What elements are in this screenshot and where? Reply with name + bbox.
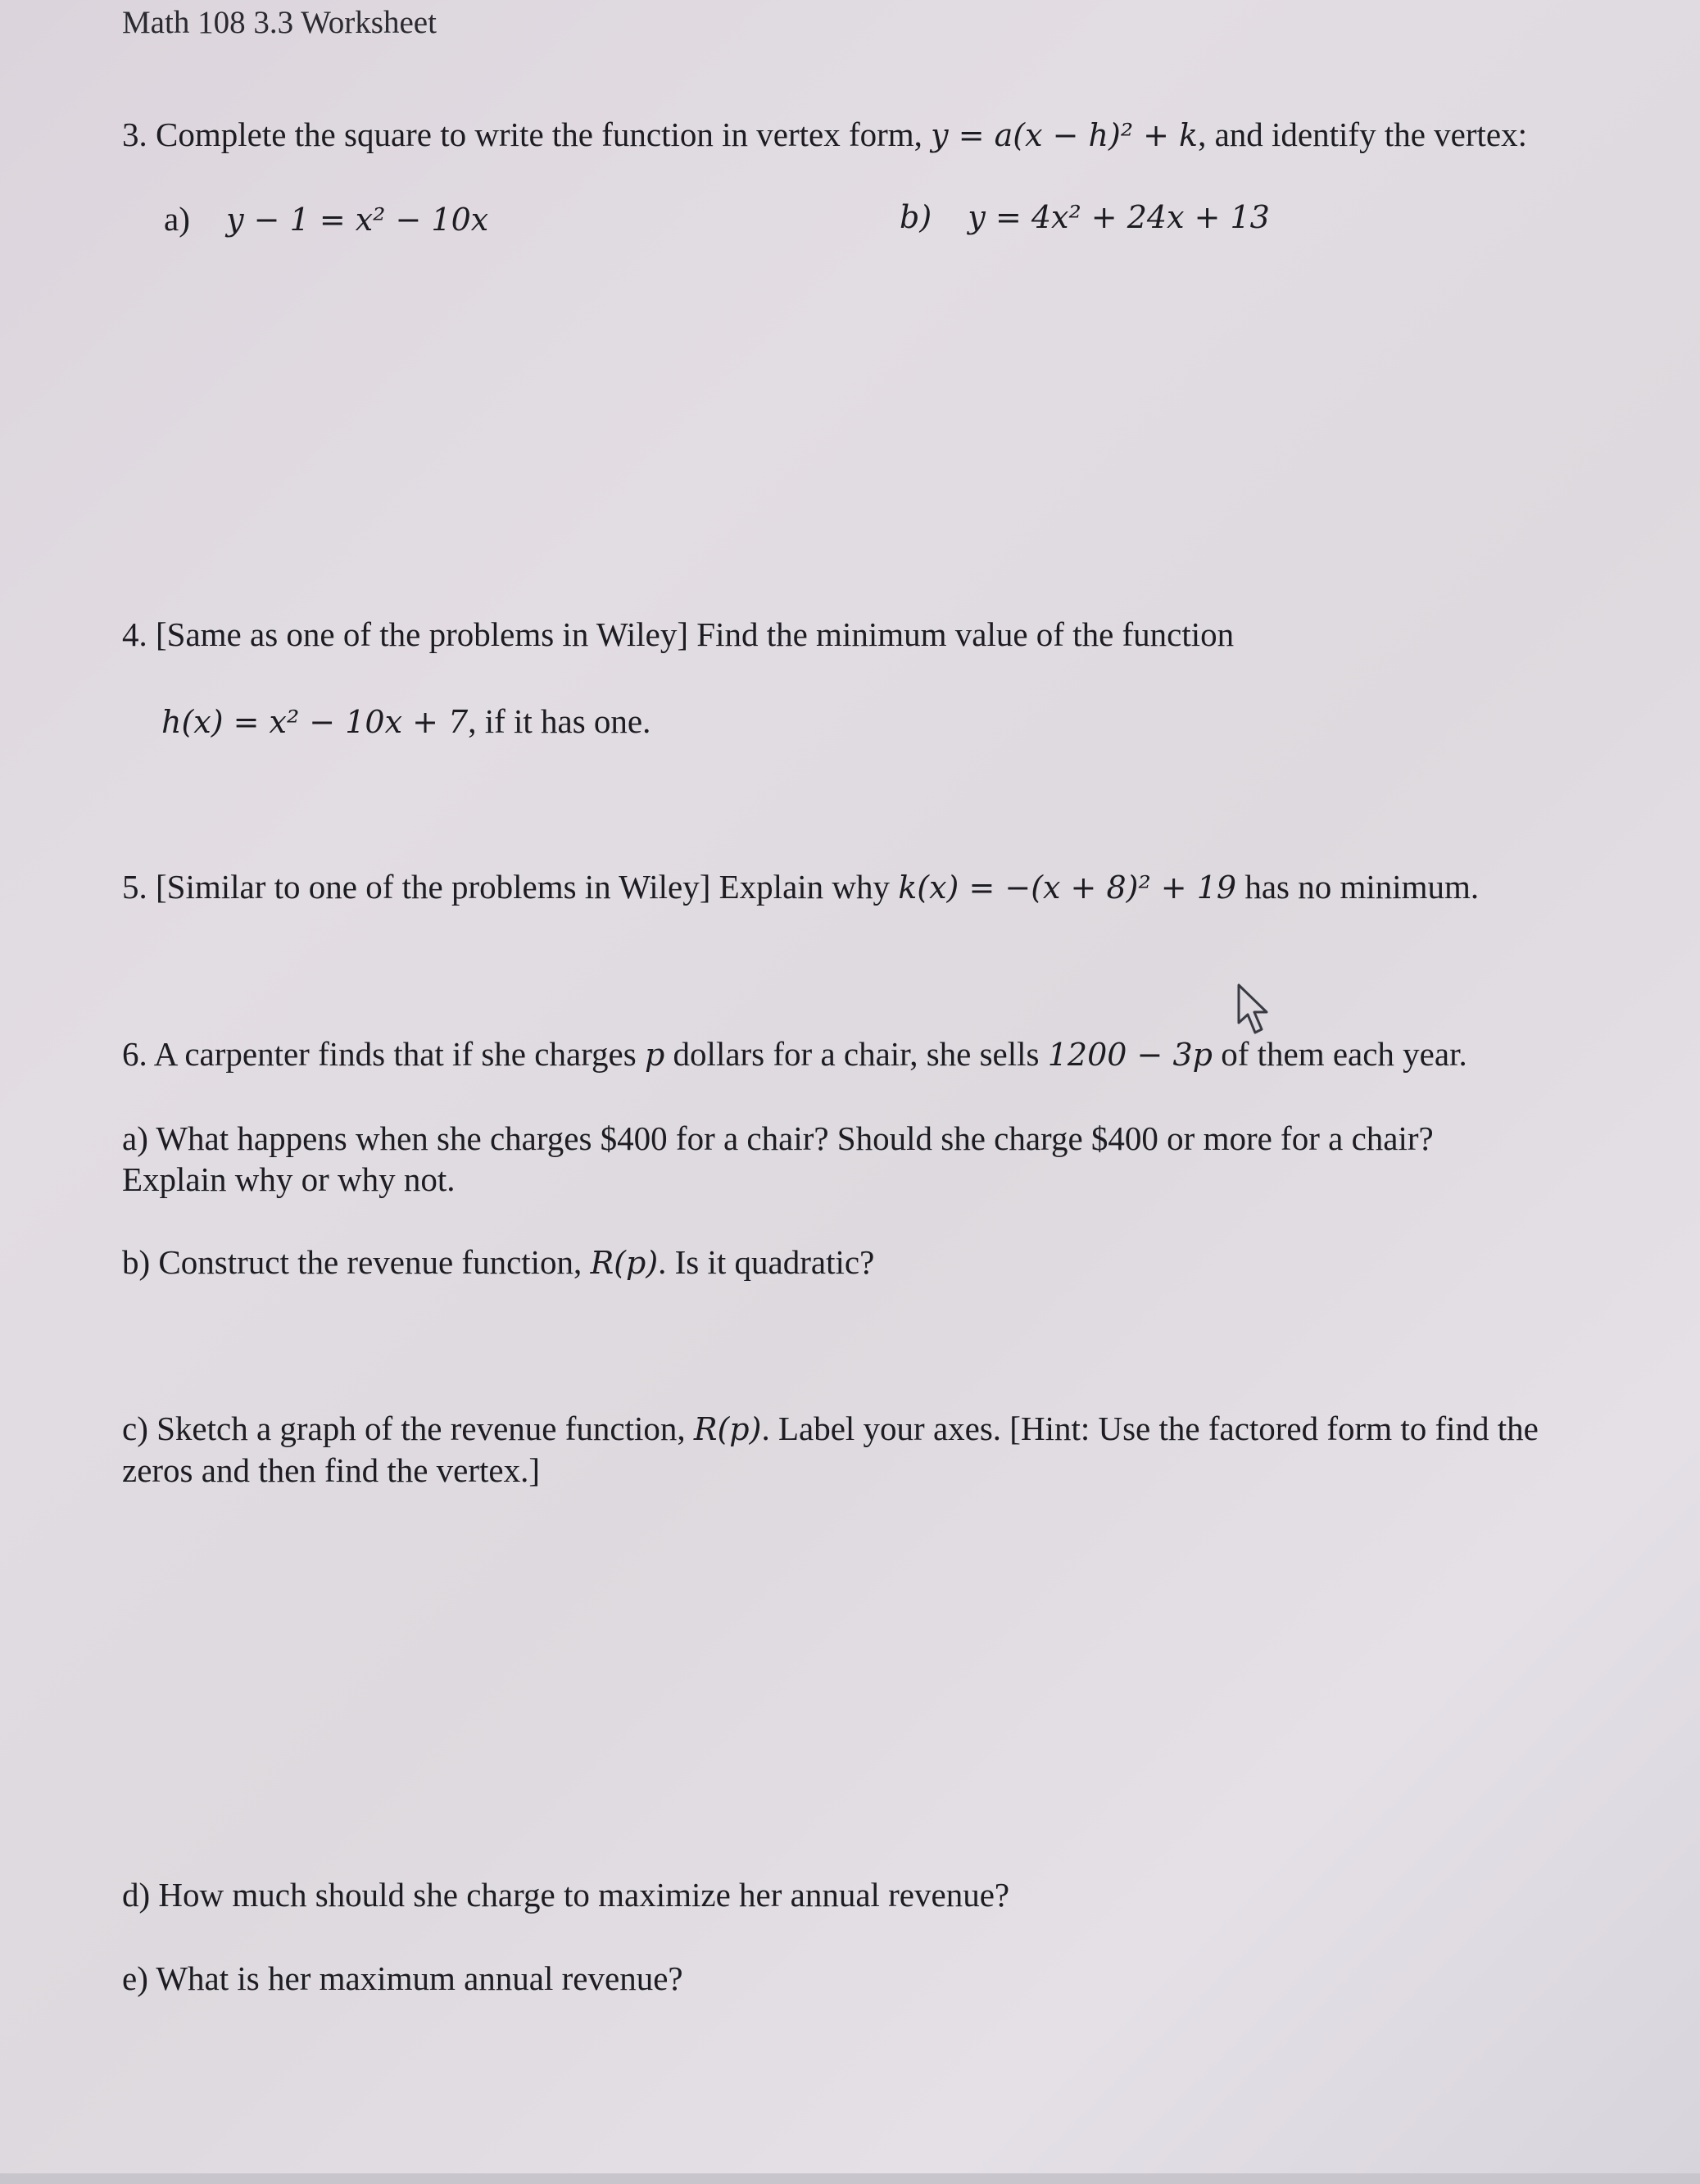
question-3a-label: a)	[164, 200, 190, 238]
question-6-intro	[122, 1034, 1467, 1074]
question-6c-text: c) Sketch a graph of the revenue function,	[122, 1410, 694, 1447]
question-3a	[164, 199, 488, 239]
question-5-text: 5. [Similar to one of the problems in Wiley] Explain why	[122, 868, 891, 906]
page-bottom-edge	[0, 2173, 1700, 2184]
question-6a	[122, 1118, 1662, 1200]
question-3b-label: b)	[900, 199, 932, 235]
question-4-expression: h(x) = x² − 10x + 7	[161, 704, 469, 740]
question-6b-text-end: . Is it quadratic?	[658, 1243, 875, 1281]
question-5-prompt	[122, 867, 1479, 907]
question-6-text-end: of them each year.	[1212, 1035, 1467, 1073]
worksheet-title: Math 108 3.3 Worksheet	[122, 5, 437, 40]
question-6c-function: R(p)	[693, 1411, 762, 1447]
question-3-prompt	[122, 115, 1527, 155]
question-6-price-variable: p	[644, 1037, 665, 1073]
question-5-text-end: has no minimum.	[1236, 868, 1480, 906]
question-3b	[900, 197, 1270, 237]
vertex-form-formula: y = a(x − h)² + k	[931, 117, 1199, 153]
question-3-text-end: , and identify the vertex:	[1198, 116, 1527, 153]
mouse-pointer-icon	[1235, 982, 1278, 1039]
question-3a-expression: y − 1 = x² − 10x	[226, 202, 489, 238]
question-6b-function: R(p)	[590, 1245, 659, 1281]
question-6c-line1	[122, 1408, 1662, 1450]
question-6a-line1: a) What happens when she charges $400 for a chair? Should she charge $400 or more for a chair?	[122, 1119, 1434, 1157]
question-4-prompt: 4. [Same as one of the problems in Wiley] Find the minimum value of the function	[122, 615, 1235, 653]
question-3b-expression: y = 4x² + 24x + 13	[968, 199, 1270, 235]
question-6b	[122, 1242, 874, 1283]
question-4-text-end: , if it has one.	[468, 702, 651, 740]
question-3-text: 3. Complete the square to write the function in vertex form,	[122, 116, 923, 153]
question-6-text: 6. A carpenter finds that if she charges	[122, 1035, 637, 1073]
question-6a-line2: Explain why or why not.	[122, 1160, 456, 1198]
question-6-quantity: 1200 − 3p	[1047, 1037, 1213, 1073]
question-6d: d) How much should she charge to maximize her annual revenue?	[122, 1876, 1010, 1914]
question-6c-text-end: . Label your axes. [Hint: Use the factored form to find the	[761, 1410, 1539, 1447]
question-6c-line2: zeros and then find the vertex.]	[122, 1451, 541, 1489]
question-6b-text: b) Construct the revenue function,	[122, 1243, 591, 1281]
question-6-text-mid: dollars for a chair, she sells	[664, 1035, 1048, 1073]
question-5-expression: k(x) = −(x + 8)² + 19	[898, 870, 1237, 906]
question-6c	[122, 1408, 1662, 1491]
question-6e: e) What is her maximum annual revenue?	[122, 1959, 683, 1997]
question-4-function	[161, 702, 651, 742]
